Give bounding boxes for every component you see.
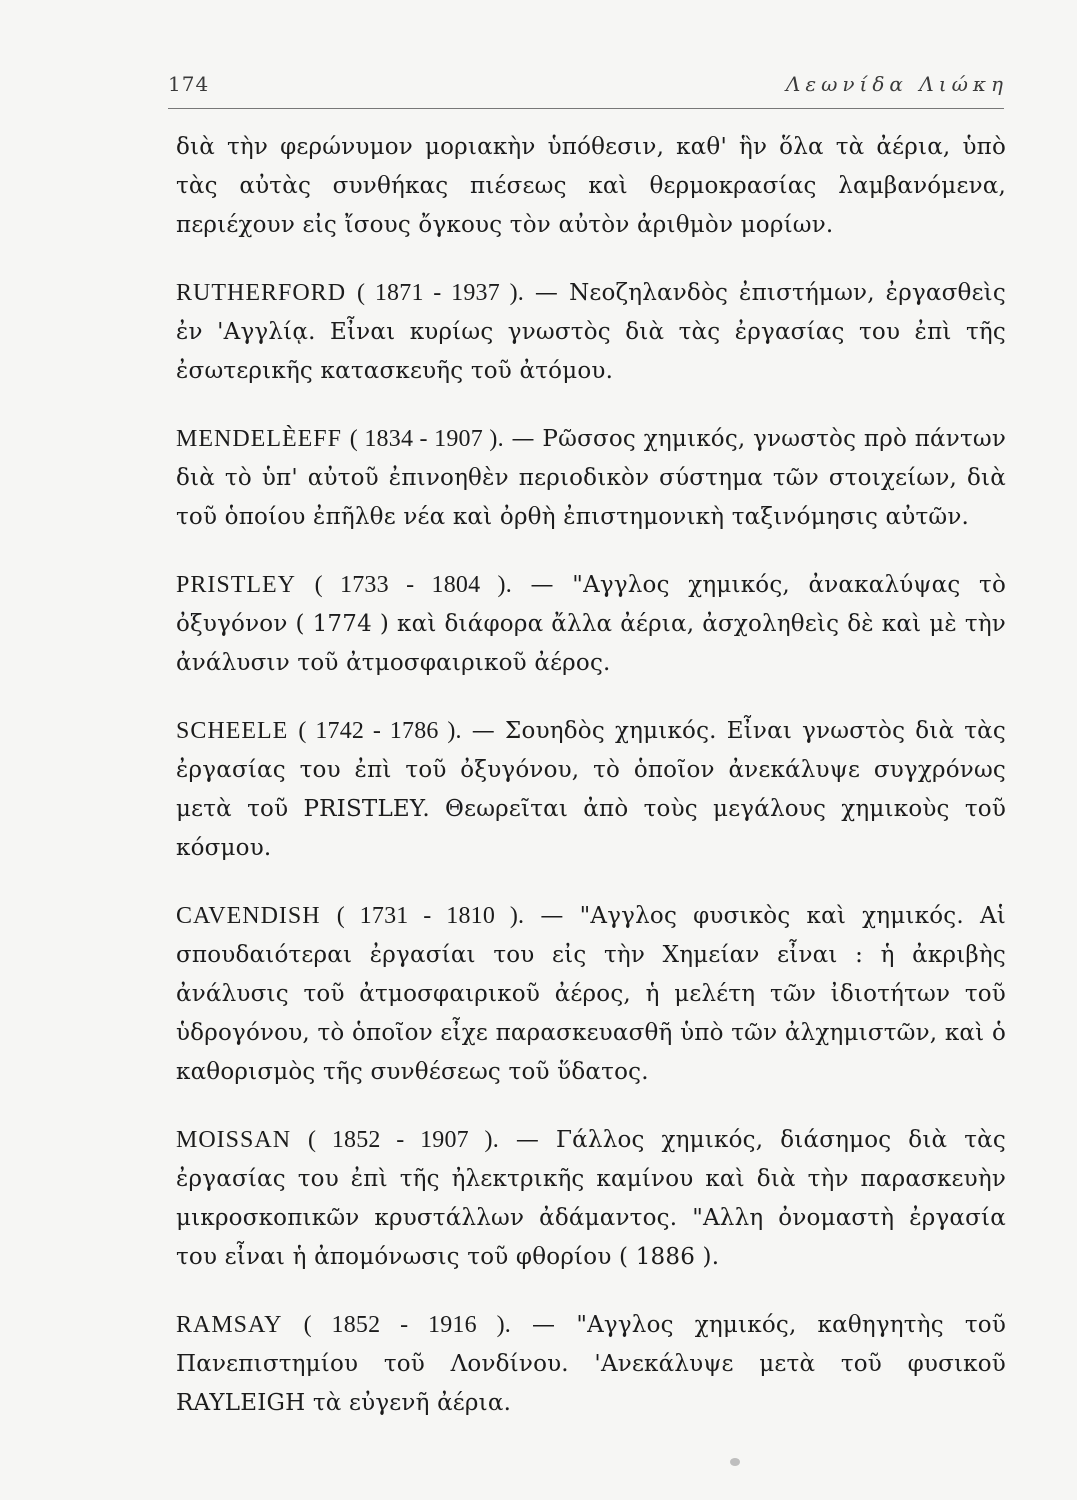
entry-dates: ( 1731 - 1810 ). (336, 903, 525, 929)
entry-dates: ( 1834 - 1907 ). (349, 426, 504, 452)
entry-name: PRISTLEY (176, 572, 297, 598)
entry-dates: ( 1852 - 1907 ). (307, 1127, 499, 1153)
entry-text: — Νεοζηλανδὸς ἐπιστήμων, ἐργασθεὶς ἐν 'Αγγλίᾳ. Εἶναι κυρίως γνωστὸς διὰ τὰς ἐργασίας του ἐπὶ τῆς ἐσωτερικῆς κατασκευῆς τοῦ ἀτόμου. (176, 280, 1006, 384)
entry-mendeleeff (176, 420, 1006, 537)
body-text (176, 128, 1006, 1452)
entry-text: — Ρῶσσος χημικός, γνωστὸς πρὸ πάντων διὰ τὸ ὑπ' αὐτοῦ ἐπινοηθὲν περιοδικὸν σύστημα τῶν στοιχείων, διὰ τοῦ ὁποίου ἐπῆλθε νέα καὶ ὀρθὴ ἐπιστημονικὴ ταξινόμησις αὐτῶν. (176, 426, 1007, 530)
entry-rutherford (176, 274, 1006, 391)
entry-ramsay (176, 1306, 1006, 1423)
entry-name: CAVENDISH (176, 903, 321, 929)
ink-speck (730, 1458, 740, 1466)
entry-name: SCHEELE (176, 718, 289, 744)
entry-pristley (176, 566, 1006, 683)
entry-name: RAMSAY (176, 1312, 283, 1338)
page-number: 174 (168, 72, 210, 96)
entry-dates: ( 1852 - 1916 ). (303, 1312, 511, 1338)
entry-dates: ( 1871 - 1937 ). (357, 280, 524, 306)
entry-text: — "Αγγλος φυσικὸς καὶ χημικός. Αἱ σπουδαιότεραι ἐργασίαι του εἰς τὴν Χημείαν εἶναι : ἡ ἀκριβὴς ἀνάλυσις τοῦ ἀτμοσφαιρικοῦ ἀέρος, ἡ μελέτη τῶν ἰδιοτήτων τοῦ ὑδρογόνου, τὸ ὁποῖον εἶχε παρασκευασθῆ ὑπὸ τῶν ἀλχημιστῶν, καὶ ὁ καθορισμὸς τῆς συνθέσεως τοῦ ὕδατος. (176, 903, 1006, 1085)
running-head: Λεωνίδα Λιώκη (785, 72, 1008, 96)
header-rule (168, 108, 1004, 109)
entry-name: RUTHERFORD (176, 280, 347, 306)
entry-text: — "Αγγλος χημικός, ἀνακαλύψας τὸ ὀξυγόνον ( 1774 ) καὶ διάφορα ἄλλα ἀέρια, ἀσχοληθεὶς δὲ καὶ μὲ τὴν ἀνάλυσιν τοῦ ἀτμοσφαιρικοῦ ἀέρος. (176, 572, 1006, 676)
entry-text: — Σουηδὸς χημικός. Εἶναι γνωστὸς διὰ τὰς ἐργασίας του ἐπὶ τοῦ ὀξυγόνου, τὸ ὁποῖον ἀνεκάλυψε συγχρόνως μετὰ τοῦ PRISTLEY. Θεωρεῖται ἀπὸ τοὺς μεγάλους χημικοὺς τοῦ κόσμου. (176, 718, 1006, 861)
intro-paragraph: διὰ τὴν φερώνυμον μοριακὴν ὑπόθεσιν, καθ' ἣν ὅλα τὰ ἀέρια, ὑπὸ τὰς αὐτὰς συνθήκας πιέσεως καὶ θερμοκρασίας λαμβανόμενα, περιέχουν εἰς ἴσους ὄγκους τὸν αὐτὸν ἀριθμὸν μορίων. (176, 134, 1006, 238)
entry-text: — "Αγγλος χημικός, καθηγητὴς τοῦ Πανεπιστημίου τοῦ Λονδίνου. 'Ανεκάλυψε μετὰ τοῦ φυσικοῦ RAYLEIGH τὰ εὐγενῆ ἀέρια. (176, 1312, 1006, 1416)
entry-scheele (176, 712, 1006, 868)
page-header (168, 72, 1008, 106)
entry-dates: ( 1742 - 1786 ). (298, 718, 462, 744)
entry-cavendish (176, 897, 1006, 1092)
entry-dates: ( 1733 - 1804 ). (314, 572, 512, 598)
entry-text: — Γάλλος χημικός, διάσημος διὰ τὰς ἐργασίας του ἐπὶ τῆς ἠλεκτρικῆς καμίνου καὶ διὰ τὴν παρασκευὴν μικροσκοπικῶν κρυστάλλων ἀδάμαντος. "Αλλη ὀνομαστὴ ἐργασία του εἶναι ἡ ἀπομόνωσις τοῦ φθορίου ( 1886 ). (176, 1127, 1006, 1270)
entry-name: MENDELÈEFF (176, 426, 342, 452)
entry-moissan (176, 1121, 1006, 1277)
entry-name: MOISSAN (176, 1127, 292, 1153)
